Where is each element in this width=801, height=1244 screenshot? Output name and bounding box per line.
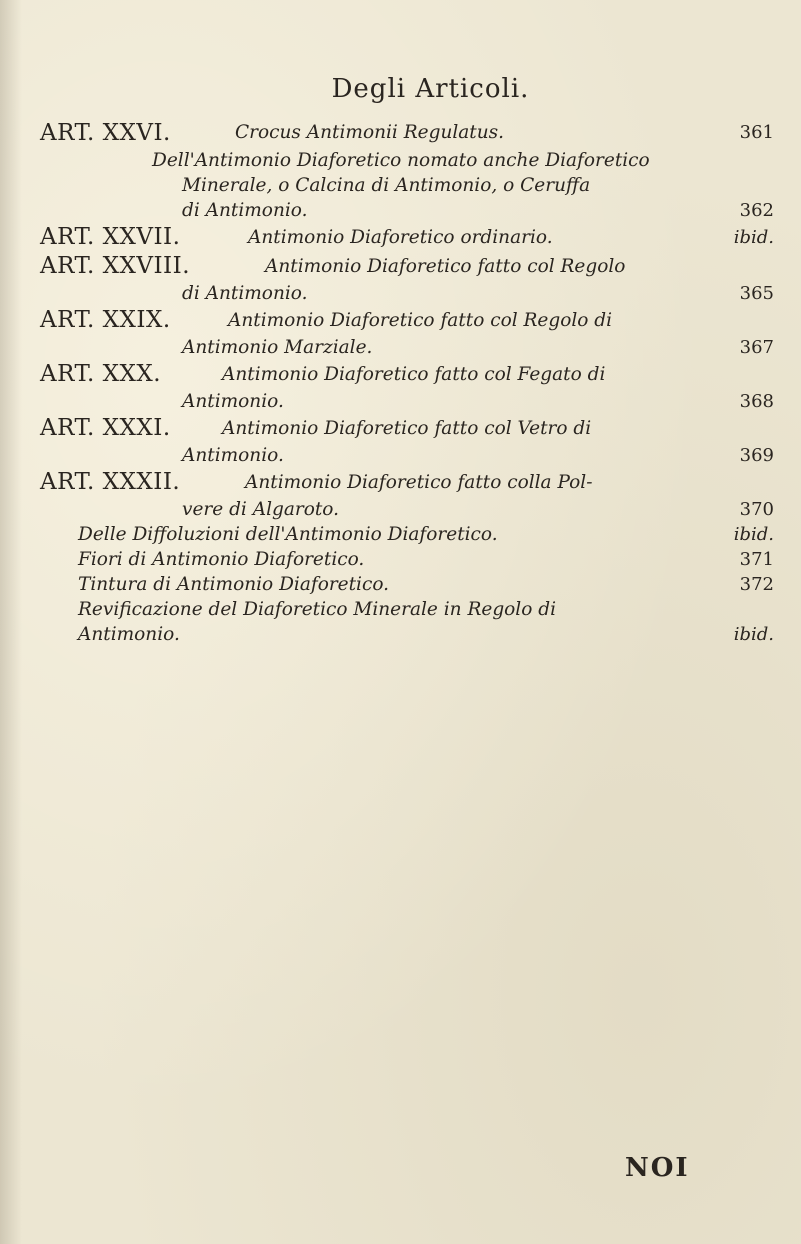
- toc-line: [40, 198, 780, 223]
- toc-line: [40, 622, 780, 647]
- entry-title: Crocus Antimonii Regulatus.: [235, 122, 505, 143]
- entry-title: Tintura di Antimonio Diaforetico.: [78, 574, 390, 595]
- toc-line: [40, 173, 780, 198]
- article-label: ART. XXVII.: [40, 224, 181, 250]
- page-number: ibid.: [733, 624, 774, 645]
- page-number: 368: [739, 391, 774, 412]
- toc-line: [40, 389, 780, 414]
- toc-line: [40, 468, 780, 497]
- entry-title: Antimonio.: [78, 624, 180, 645]
- toc-line: [40, 414, 780, 443]
- toc-line: [40, 547, 780, 572]
- page-number: 362: [739, 200, 774, 221]
- toc-line: [40, 597, 780, 622]
- page-number: 369: [739, 445, 774, 466]
- toc-line: [40, 443, 780, 468]
- entry-title: di Antimonio.: [182, 283, 308, 304]
- toc-line: [40, 252, 780, 281]
- article-label: ART. XXX.: [40, 361, 162, 387]
- toc-line: [40, 360, 780, 389]
- toc-line: [40, 306, 780, 335]
- entry-title: Antimonio Diaforetico fatto col Vetro di: [222, 418, 592, 439]
- page-number: 361: [739, 122, 774, 143]
- entry-title: Dell'Antimonio Diaforetico nomato anche Diaforetico: [152, 150, 650, 171]
- toc-line: [40, 223, 780, 252]
- entry-title: Antimonio Diaforetico fatto col Fegato di: [222, 364, 606, 385]
- toc-line: [40, 497, 780, 522]
- page-number: 371: [739, 549, 774, 570]
- catchword: NOI: [625, 1153, 690, 1183]
- entry-title: Revificazione del Diaforetico Minerale in Regolo di: [78, 599, 557, 620]
- page-number: ibid.: [733, 524, 774, 545]
- entry-title: di Antimonio.: [182, 200, 308, 221]
- page-number: 372: [739, 574, 774, 595]
- page-number: 370: [739, 499, 774, 520]
- article-label: ART. XXIX.: [40, 307, 171, 333]
- page-number: 365: [739, 283, 774, 304]
- page-number: ibid.: [733, 227, 774, 248]
- entry-title: Antimonio Marziale.: [182, 337, 373, 358]
- entry-title: Antimonio Diaforetico fatto col Regolo: [265, 256, 626, 277]
- article-label: ART. XXVI.: [40, 120, 171, 146]
- toc-line: [40, 148, 780, 173]
- entry-title: Minerale, o Calcina di Antimonio, o Ceruffa: [182, 175, 591, 196]
- entry-title: Antimonio.: [182, 391, 284, 412]
- entry-title: Antimonio Diaforetico ordinario.: [248, 227, 553, 248]
- entry-title: vere di Algaroto.: [182, 499, 339, 520]
- toc-line: [40, 522, 780, 547]
- article-label: ART. XXVIII.: [40, 253, 191, 279]
- table-of-contents: [40, 118, 780, 647]
- article-label: ART. XXXI.: [40, 415, 171, 441]
- toc-line: [40, 281, 780, 306]
- toc-line: [40, 118, 780, 148]
- spine-shadow: [0, 0, 22, 1244]
- article-label: ART. XXXII.: [40, 469, 181, 495]
- toc-line: [40, 572, 780, 597]
- entry-title: Antimonio.: [182, 445, 284, 466]
- toc-line: [40, 335, 780, 360]
- entry-title: Fiori di Antimonio Diaforetico.: [78, 549, 365, 570]
- page-number: 367: [739, 337, 774, 358]
- entry-title: Delle Diffoluzioni dell'Antimonio Diaforetico.: [78, 524, 498, 545]
- entry-title: Antimonio Diaforetico fatto colla Pol-: [245, 472, 593, 493]
- entry-title: Antimonio Diaforetico fatto col Regolo di: [228, 310, 613, 331]
- running-head: Degli Articoli.: [331, 74, 530, 104]
